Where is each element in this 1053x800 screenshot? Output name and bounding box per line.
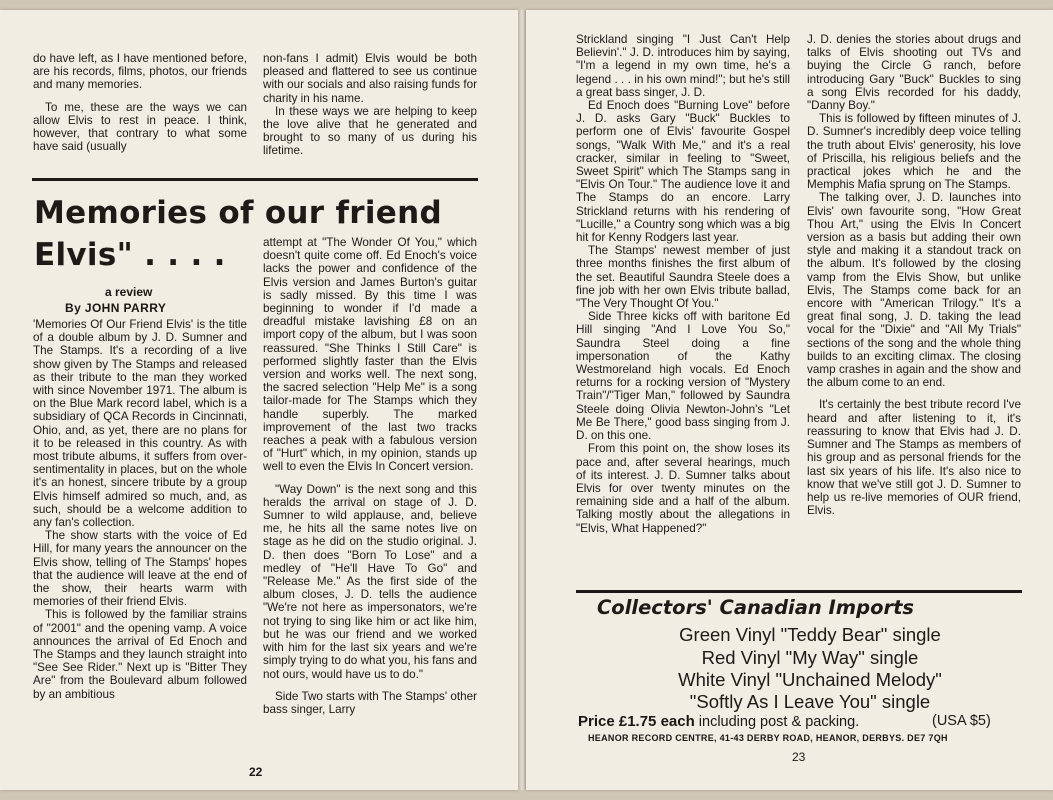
page-number: 23 — [792, 750, 806, 764]
section-divider — [32, 178, 478, 181]
advert-line: Green Vinyl "Teddy Bear" single — [679, 624, 941, 645]
article-headline: Memories of our friend Elvis" . . . . — [34, 195, 442, 273]
paragraph: Ed Enoch does "Burning Love" before J. D. asks Gary "Buck" Buckles to perform one of Elvis' favourite Gospel songs, "Walk With Me," and it's a real cracker, similar in feeling to "Sweet, Sweet Spirit" which The Stamps sang in "Elvis On Tour." The audience love it and The Stamps do an encore. Larry Strickland returns with his rendering of "Lucille," a Country song which was a big hit for Kenny Rodgers last year. — [576, 99, 790, 245]
paragraph: non-fans I admit) Elvis would be both pleased and flattered to see us continue with our socials and also raising funds for charity in his name. — [263, 52, 477, 105]
paragraph: Side Three kicks off with baritone Ed Hill singing "And I Love You So," Saundra Steel doing a fine impersonation of the Kathy Westmoreland high vocals. Ed Enoch returns for a rocking version of "Mystery Train"/"Tiger Man," followed by Saundra Steele doing Olivia Newton-John's "Let Me Be There," good bass singing from J. D. on this one. — [576, 310, 790, 443]
advert-price-bold: Price £1.75 each — [578, 713, 695, 730]
paragraph: To me, these are the ways we can allow Elvis to rest in peace. I think, however, that contrary to what some have said (usually — [33, 100, 247, 154]
advert-usa-price: (USA $5) — [932, 713, 991, 729]
paragraph: do have left, as I have mentioned before, are his records, films, photos, our friends and many memories. — [33, 52, 247, 92]
paragraph: Strickland singing "I Just Can't Help Believin'." J. D. introduces him by saying, "I'm a legend in my own time, he's a legend . . . in his own mind!"; but he's still a great bass singer, J. D. — [576, 33, 790, 99]
left-top-column-1 — [33, 52, 247, 153]
advert-divider — [576, 590, 1022, 593]
article-byline: By JOHN PARRY — [65, 301, 167, 315]
article-column-2 — [263, 236, 477, 716]
advert-price-rest: including post & packing. — [694, 714, 860, 730]
article-column-1 — [33, 318, 247, 701]
paragraph: In these ways we are helping to keep the love alive that he generated and brought to so many of us during his lifetime. — [263, 104, 477, 158]
paragraph: The show starts with the voice of Ed Hill, for many years the announcer on the Elvis show, telling of The Stamps' hopes that the audience will leave at the end of the show, their hearts warm with memories of their friend Elvis. — [33, 529, 247, 609]
paragraph: It's certainly the best tribute record I've heard and after listening to it, it's reassuring to know that Elvis had J. D. Sumner and The Stamps as members of his group and as personal friends for the last six years of his life. It's also nice to know that we've still got J. D. Sumner to help us re-live memories of OUR friend, Elvis. — [807, 398, 1021, 518]
advert-line: Red Vinyl "My Way" single — [701, 647, 919, 668]
paragraph: "Way Down" is the next song and this heralds the arrival on stage of J. D. Sumner to wild applause, and, believe me, he hits all the same notes live on stage as he did on the studio original. J. D. then does "Born To Lose" and a medley of "He'll Have To Go" and "Release Me." As the first side of the album closes, J. D. tells the audience "We're not here as impersonators, we're not trying to sing like him or act like him, but he was our friend and we worked with him for the last six years and we're simply trying to do what you, his fans and not ours, would have us to do." — [263, 482, 477, 681]
paragraph: This is followed by the familiar strains of "2001" and the opening vamp. A voice announces the arrival of Ed Enoch and The Stamps and they launch straight into "See See Rider." Next up is "Bitter They Are" from the Boulevard album followed by an ambitious — [33, 608, 247, 701]
advert-line: White Vinyl "Unchained Melody" — [678, 669, 942, 690]
paragraph: Side Two starts with The Stamps' other bass singer, Larry — [263, 689, 477, 716]
paragraph: 'Memories Of Our Friend Elvis' is the title of a double album by J. D. Sumner and The Stamps. It's a recording of a live show given by The Stamps and released as their tribute to the man they worked with since November 1971. The album is on the Blue Mark record label, which is a subsidiary of QCA Records in Cincinnati, Ohio, and, as yet, there are no plans for it to be released in this country. As with most tribute albums, it suffers from over-sentimentality in places, but on the whole it's an honest, sincere tribute by a group Elvis himself admired so much, and, as such, should be a welcome addition to any fan's collection. — [33, 318, 247, 530]
advert-address: HEANOR RECORD CENTRE, 41-43 DERBY ROAD, HEANOR, DERBYS. DE7 7QH — [588, 733, 948, 743]
left-top-column-2 — [263, 52, 477, 158]
paragraph: J. D. denies the stories about drugs and talks of Elvis shooting out TVs and buying the Circle G ranch, before introducing Gary "Buck" Buckles to sing a song Elvis recorded for his daddy, "Danny Boy." — [807, 33, 1021, 113]
paragraph: attempt at "The Wonder Of You," which doesn't quite come off. Ed Enoch's voice lacks the power and confidence of the Elvis version and James Burton's guitar is sadly missed. By this time I was beginning to wonder if I'd made a dreadful mistake lavishing £8 on an import copy of the album, but I was soon reassured. "She Thinks I Still Care" is performed slightly faster than the Elvis version and works well. The next song, the sacred selection "Help Me" is a song tailor-made for The Stamps which they handle superbly. The marked improvement of the last two tracks reaches a peak with a fabulous version of "Hurt" which, in my opinion, stands up well to even the Elvis In Concert version. — [263, 236, 477, 474]
paragraph: The talking over, J. D. launches into Elvis' own favourite song, "How Great Thou Art," using the Elvis In Concert version as a basis but adding their own style and making it a standout track on the album. It's followed by the closing vamp from the Elvis Show, but unlike Elvis, The Stamps come back for an encore with "American Trilogy." It's a great final song, J. D. taking the lead vocal for the "Dixie" and "All My Trials" sections of the song and the whole thing builds to an exciting climax. The closing vamp crashes in again and the show and the album come to an end. — [807, 191, 1021, 390]
page-number: 22 — [249, 765, 263, 779]
advert-title: Collectors' Canadian Imports — [597, 596, 915, 619]
advert-line: "Softly As I Leave You" single — [689, 691, 931, 712]
article-column-3 — [576, 33, 790, 535]
article-kicker: a review — [105, 285, 153, 299]
page-spine — [518, 10, 526, 790]
paragraph: From this point on, the show loses its pace and, after several hearings, much of its interest. J. D. Sumner talks about Elvis for over twenty minutes on the remaining side and a half of the album. Talking mostly about the allegations in "Elvis, What Happened?" — [576, 442, 790, 535]
paragraph: The Stamps' newest member of just three months finishes the first album of the set. Beautiful Saundra Steele does a fine job with her own Elvis tribute ballad, "The Very Thought Of You." — [576, 244, 790, 311]
paragraph: This is followed by fifteen minutes of J. D. Sumner's incredibly deep voice telling the truth about Elvis' generosity, his love of Priscilla, his religious beliefs and the practical jokes which he and the Memphis Mafia sprung on The Stamps. — [807, 112, 1021, 192]
article-column-4 — [807, 33, 1021, 517]
